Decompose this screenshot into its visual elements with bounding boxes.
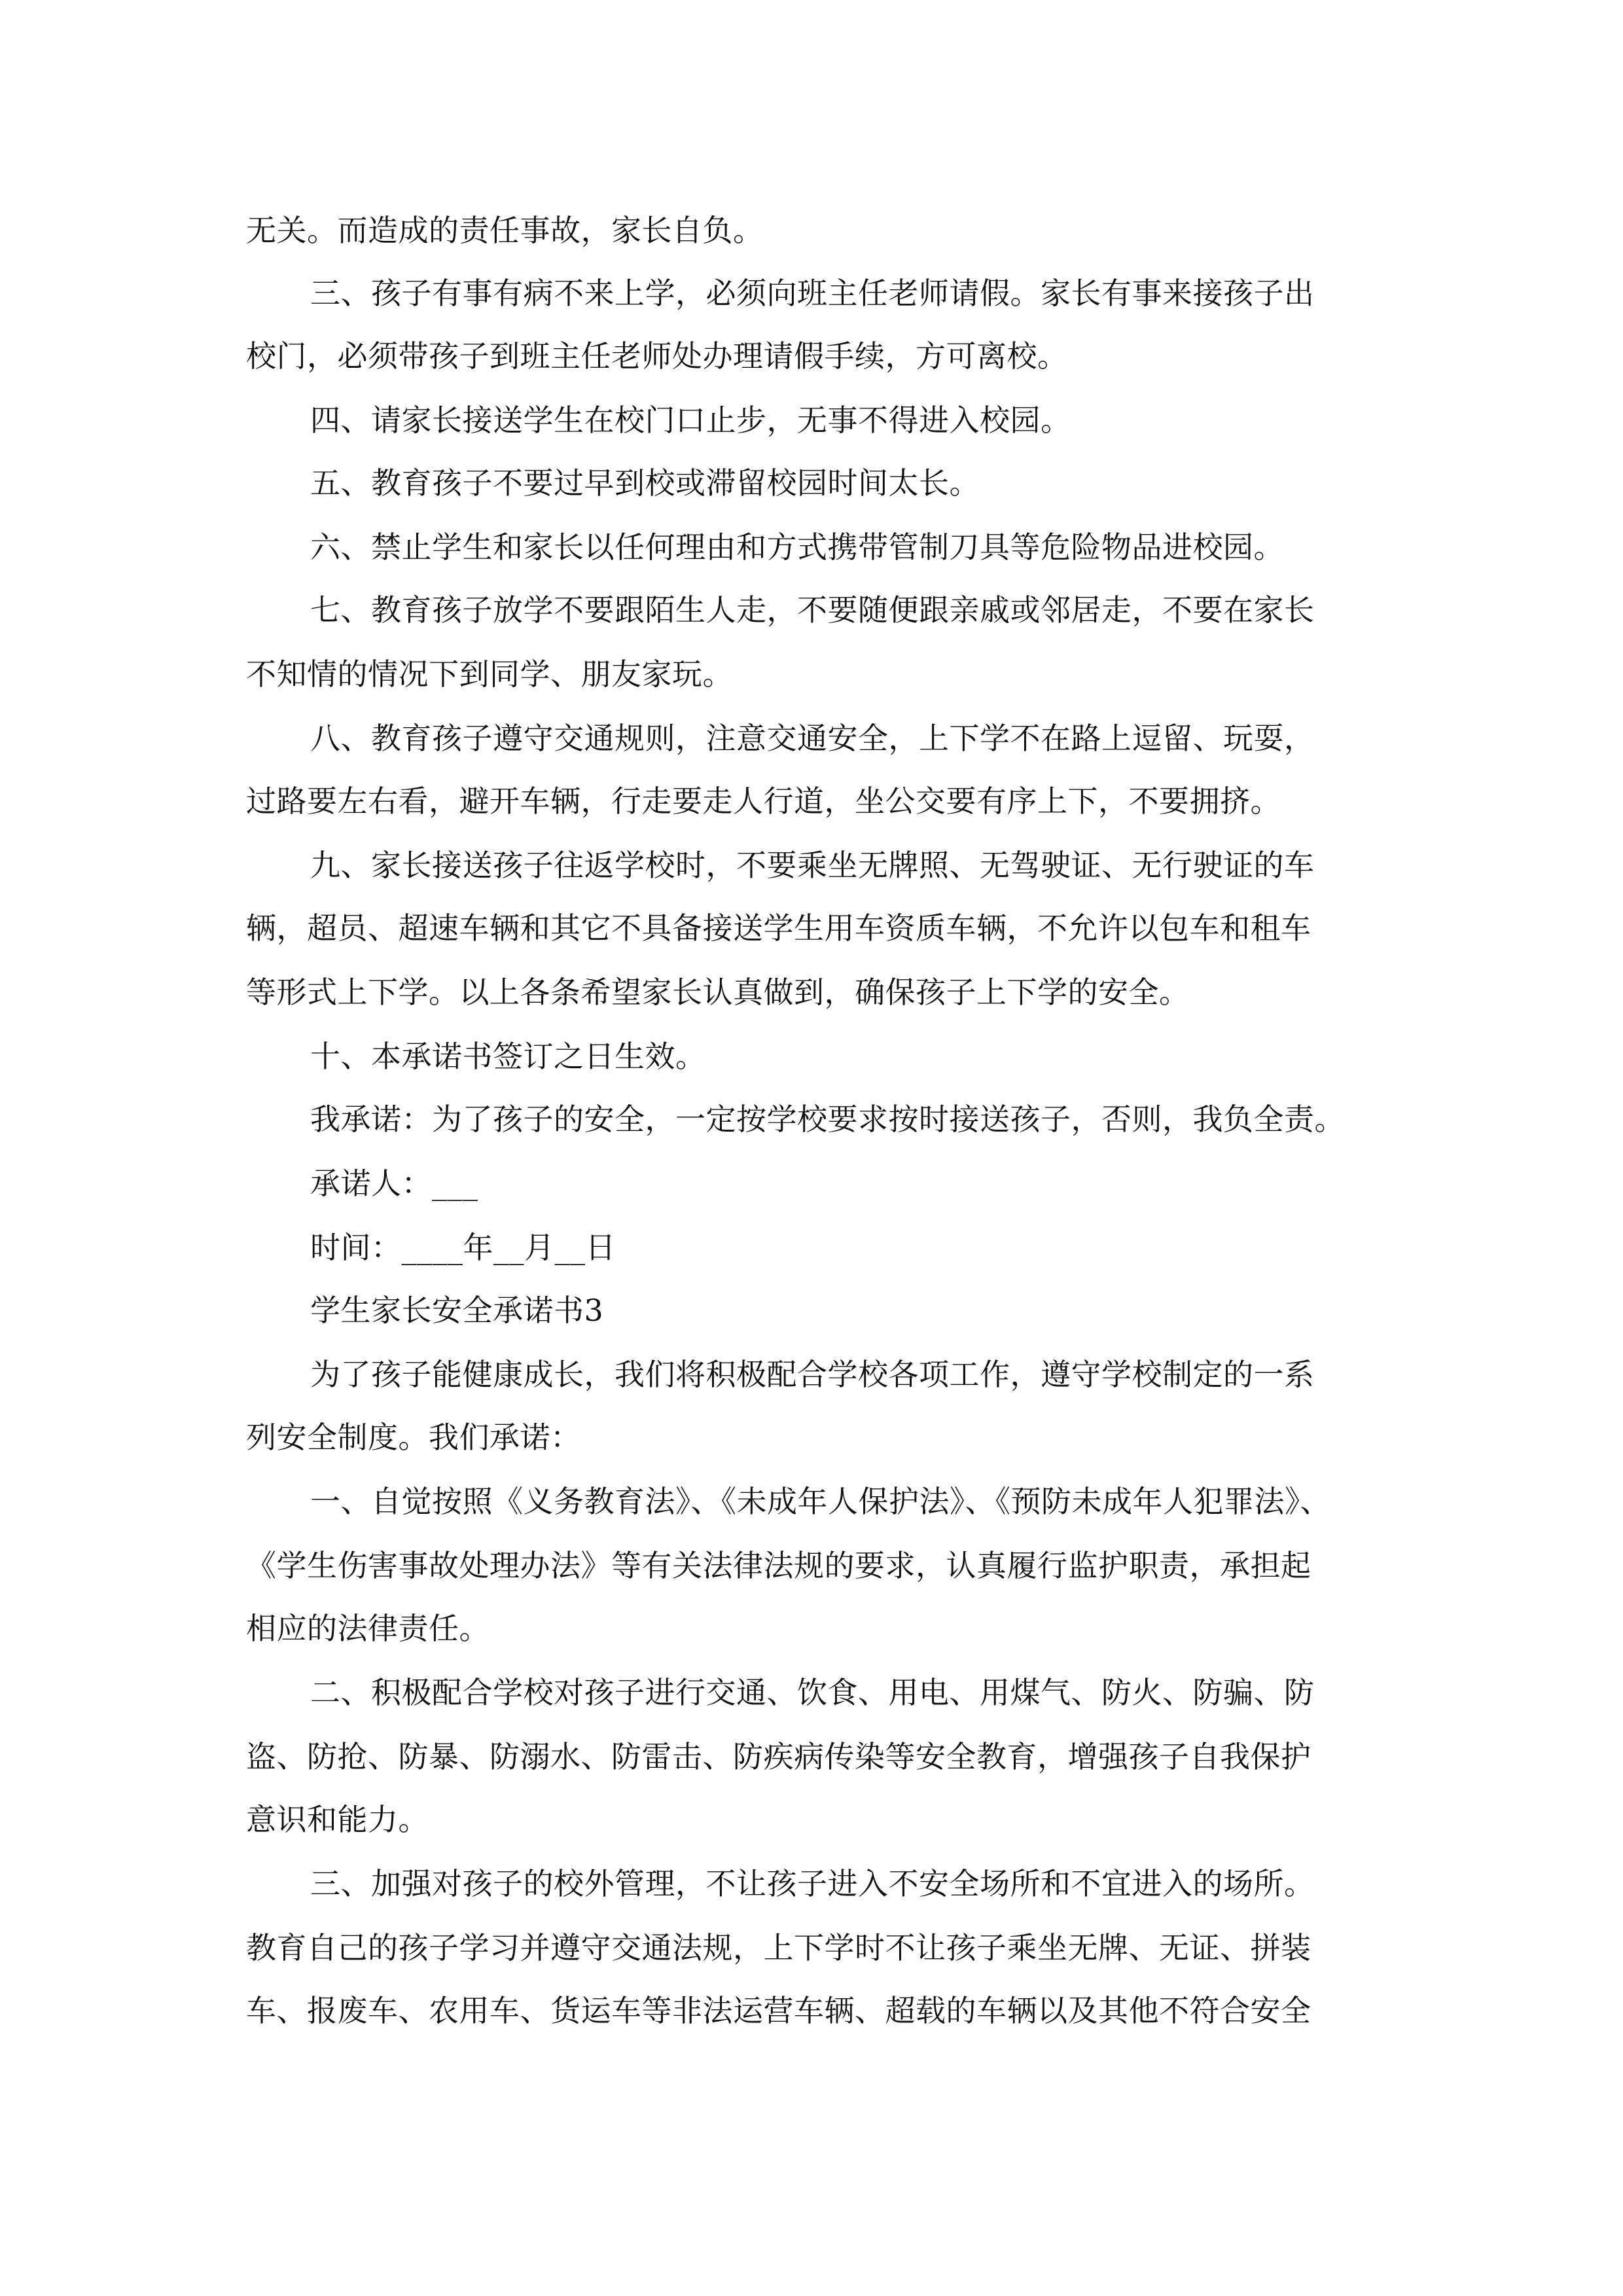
text-line-29: 车、报废车、农用车、货运车等非法运营车辆、超载的车辆以及其他不符合安全 (246, 1993, 1311, 2028)
text-line-11: 九、家长接送孩子往返学校时，不要乘坐无牌照、无驾驶证、无行驶证的车 (310, 848, 1315, 883)
text-line-26: 意识和能力。 (246, 1802, 429, 1837)
text-line-14: 十、本承诺书签订之日生效。 (310, 1039, 706, 1074)
text-line-2: 三、孩子有事有病不来上学，必须向班主任老师请假。家长有事来接孩子出 (310, 276, 1315, 311)
text-line-22: 《学生伤害事故处理办法》等有关法律法规的要求，认真履行监护职责，承担起 (246, 1548, 1311, 1583)
text-line-16: 承诺人：___ (310, 1166, 478, 1201)
text-line-25: 盗、防抢、防暴、防溺水、防雷击、防疾病传染等安全教育，增强孩子自我保护 (246, 1739, 1311, 1774)
text-line-24: 二、积极配合学校对孩子进行交通、饮食、用电、用煤气、防火、防骗、防 (310, 1675, 1315, 1710)
text-line-6: 六、禁止学生和家长以任何理由和方式携带管制刀具等危险物品进校园。 (310, 529, 1284, 565)
text-line-21: 一、自觉按照《义务教育法》、《未成年人保护法》、《预防未成年人犯罪法》、 (310, 1484, 1330, 1519)
text-line-23: 相应的法律责任。 (246, 1611, 490, 1646)
section-heading: 学生家长安全承诺书3 (310, 1293, 604, 1328)
text-line-4: 四、请家长接送学生在校门口止步，无事不得进入校园。 (310, 403, 1071, 438)
text-line-9: 八、教育孩子遵守交通规则，注意交通安全，上下学不在路上逗留、玩耍， (310, 721, 1315, 756)
text-line-1: 无关。而造成的责任事故，家长自负。 (246, 213, 764, 248)
text-line-5: 五、教育孩子不要过早到校或滞留校园时间太长。 (310, 465, 980, 501)
text-line-17: 时间：____年__月__日 (310, 1230, 616, 1265)
text-line-15: 我承诺：为了孩子的安全，一定按学校要求按时接送孩子，否则，我负全责。 (310, 1102, 1345, 1137)
text-line-10: 过路要左右看，避开车辆，行走要走人行道，坐公交要有序上下，不要拥挤。 (246, 783, 1281, 819)
text-line-7: 七、教育孩子放学不要跟陌生人走，不要随便跟亲戚或邻居走，不要在家长 (310, 592, 1315, 628)
text-line-19: 为了孩子能健康成长，我们将积极配合学校各项工作，遵守学校制定的一系 (310, 1357, 1315, 1392)
text-line-8: 不知情的情况下到同学、朋友家玩。 (246, 656, 733, 692)
text-line-27: 三、加强对孩子的校外管理，不让孩子进入不安全场所和不宜进入的场所。 (310, 1866, 1315, 1901)
text-line-3: 校门，必须带孩子到班主任老师处办理请假手续，方可离校。 (246, 338, 1068, 374)
text-line-12: 辆，超员、超速车辆和其它不具备接送学生用车资质车辆，不允许以包车和租车 (246, 910, 1311, 946)
text-line-28: 教育自己的孩子学习并遵守交通法规，上下学时不让孩子乘坐无牌、无证、拼装 (246, 1930, 1311, 1965)
text-line-20: 列安全制度。我们承诺： (246, 1420, 581, 1455)
text-line-13: 等形式上下学。以上各条希望家长认真做到，确保孩子上下学的安全。 (246, 975, 1190, 1010)
